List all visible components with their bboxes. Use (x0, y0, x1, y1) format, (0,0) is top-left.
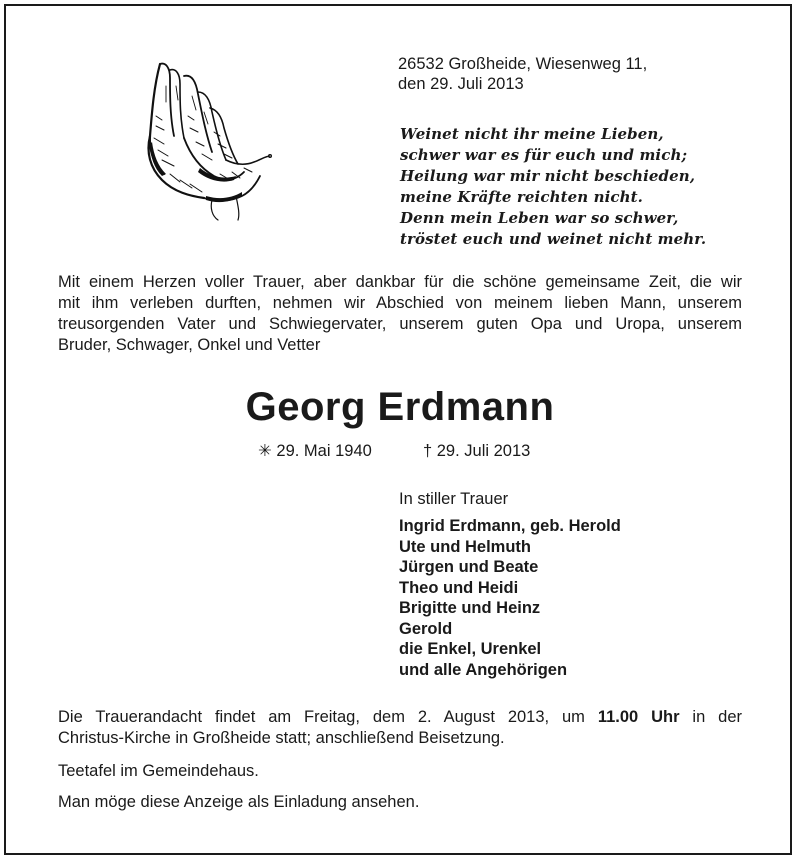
mourner-name: Ingrid Erdmann, geb. Herold (399, 517, 621, 535)
service-line: Christus-Kirche in Großheide statt; anschließend Beisetzung. (58, 729, 505, 747)
poem-line: schwer war es für euch und mich; (400, 146, 688, 164)
mourners-list (399, 516, 621, 680)
notice-date: den 29. Juli 2013 (398, 75, 524, 93)
invitation-note: Man möge diese Anzeige als Einladung ansehen. (58, 793, 420, 811)
poem-line: Weinet nicht ihr meine Lieben, (400, 125, 664, 143)
praying-hands-icon (140, 56, 275, 222)
mourner-name: Gerold (399, 619, 453, 638)
mourner-name: Ute und Helmuth (399, 537, 531, 556)
poem-line: tröstet euch und weinet nicht mehr. (400, 230, 707, 248)
death-date: † 29. Juli 2013 (423, 442, 531, 460)
mourner-name: Jürgen und Beate (399, 558, 539, 576)
intro-line: mit ihm verleben durften, nehmen wir Abschied von meinem lieben Mann, unserem (58, 294, 742, 312)
mourner-name: Theo und Heidi (399, 578, 519, 597)
address: 26532 Großheide, Wiesenweg 11, (398, 55, 648, 73)
tea-note: Teetafel im Gemeindehaus. (58, 762, 259, 780)
service-text: in der (679, 708, 742, 726)
poem-line: meine Kräfte reichten nicht. (400, 188, 643, 206)
intro-text (58, 272, 742, 356)
intro-line: treusorgenden Vater und Schwiegervater, unserem guten Opa und Uropa, unserem (58, 315, 742, 333)
service-time: 11.00 Uhr (597, 708, 680, 726)
intro-line: Mit einem Herzen voller Trauer, aber dankbar für die schöne gemeinsame Zeit, die wir (58, 273, 742, 291)
poem-line: Heilung war mir nicht beschieden, (400, 167, 696, 185)
birth-date: ✳ 29. Mai 1940 (258, 442, 372, 460)
poem-line: Denn mein Leben war so schwer, (400, 209, 679, 227)
intro-line: Bruder, Schwager, Onkel und Vetter (58, 336, 321, 354)
mourner-name: Brigitte und Heinz (399, 599, 541, 617)
service-info (58, 707, 742, 749)
mourning-label: In stiller Trauer (399, 490, 509, 508)
service-line (58, 707, 742, 728)
mourner-name: die Enkel, Urenkel (399, 640, 542, 658)
poem (400, 124, 706, 250)
service-text: Die Trauerandacht findet am Freitag, dem 2. August 2013, um (58, 708, 598, 726)
place-date-block (398, 54, 647, 94)
mourner-name: und alle Angehörigen (399, 660, 568, 679)
deceased-name: Georg Erdmann (245, 385, 555, 429)
